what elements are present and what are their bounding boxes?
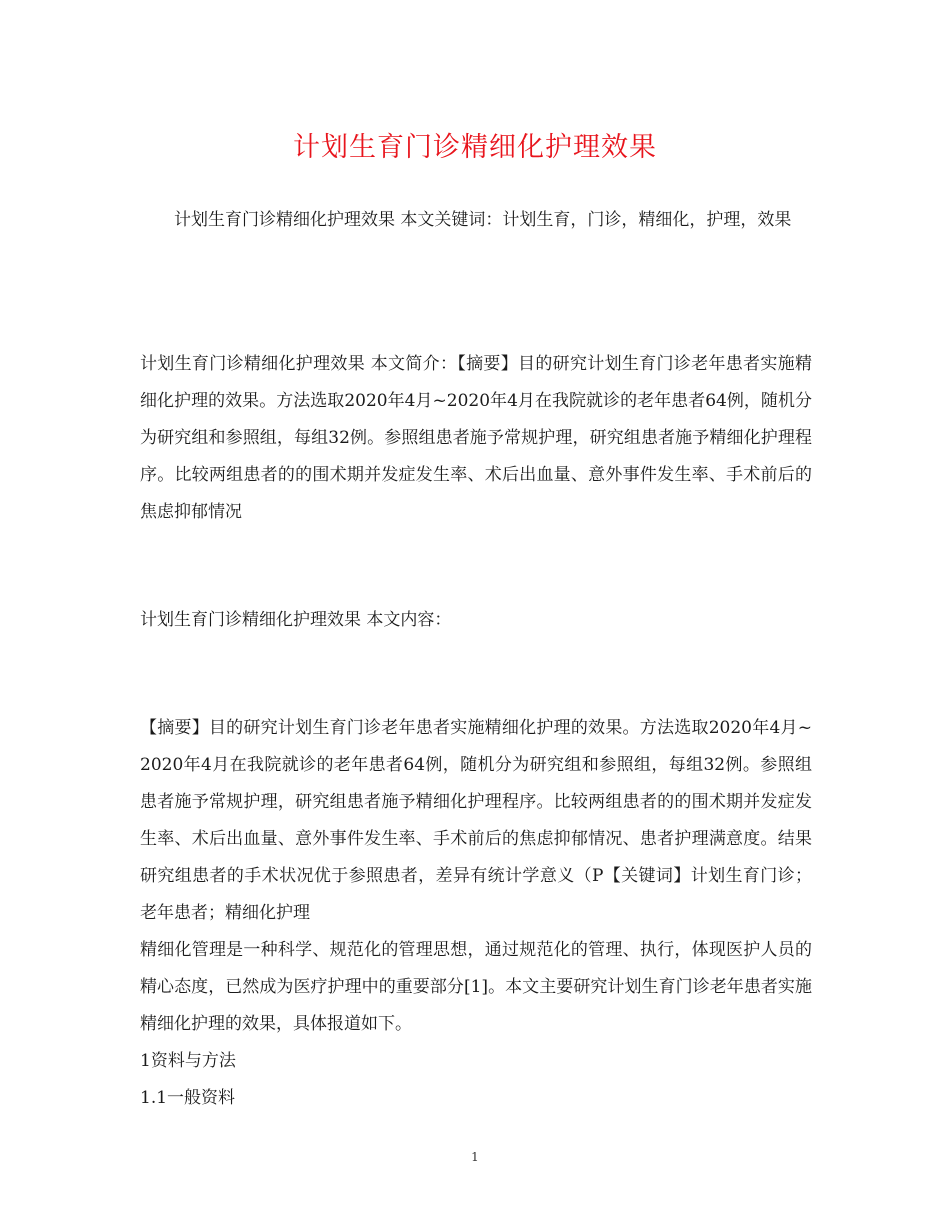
keywords-paragraph: 计划生育门诊精细化护理效果 本文关键词：计划生育，门诊，精细化，护理，效果: [174, 210, 792, 230]
document-title: 计划生育门诊精细化护理效果: [293, 132, 657, 163]
section-heading-1-1: 1.1一般资料: [140, 1088, 236, 1108]
body-paragraph: 精细化管理是一种科学、规范化的管理思想，通过规范化的管理、执行，体现医护人员的精心态度，已然成为医疗护理中的重要部分[1]。本文主要研究计划生育门诊老年患者实施精细化护理的效果，具体报道如下。: [140, 940, 812, 1034]
page-number: 1: [471, 1150, 479, 1164]
content-label: 计划生育门诊精细化护理效果 本文内容：: [140, 610, 452, 630]
abstract-paragraph: 【摘要】目的研究计划生育门诊老年患者实施精细化护理的效果。方法选取2020年4月~2020年4月在我院就诊的老年患者64例，随机分为研究组和参照组，每组32例。参照组患者施予常规护理，研究组患者施予精细化护理程序。比较两组患者的的围术期并发症发生率、术后出血量、意外事件发生率、手术前后的焦虑抑郁情况、患者护理满意度。结果研究组患者的手术状况优于参照患者，差异有统计学意义（P【关键词】计划生育门诊；老年患者；精细化护理: [140, 718, 812, 923]
section-heading-1: 1资料与方法: [140, 1051, 236, 1071]
intro-paragraph: 计划生育门诊精细化护理效果 本文简介：【摘要】目的研究计划生育门诊老年患者实施精细化护理的效果。方法选取2020年4月~2020年4月在我院就诊的老年患者64例，随机分为研究组和参照组，每组32例。参照组患者施予常规护理，研究组患者施予精细化护理程序。比较两组患者的的围术期并发症发生率、术后出血量、意外事件发生率、手术前后的焦虑抑郁情况: [140, 354, 812, 522]
body-block: [140, 710, 812, 1117]
